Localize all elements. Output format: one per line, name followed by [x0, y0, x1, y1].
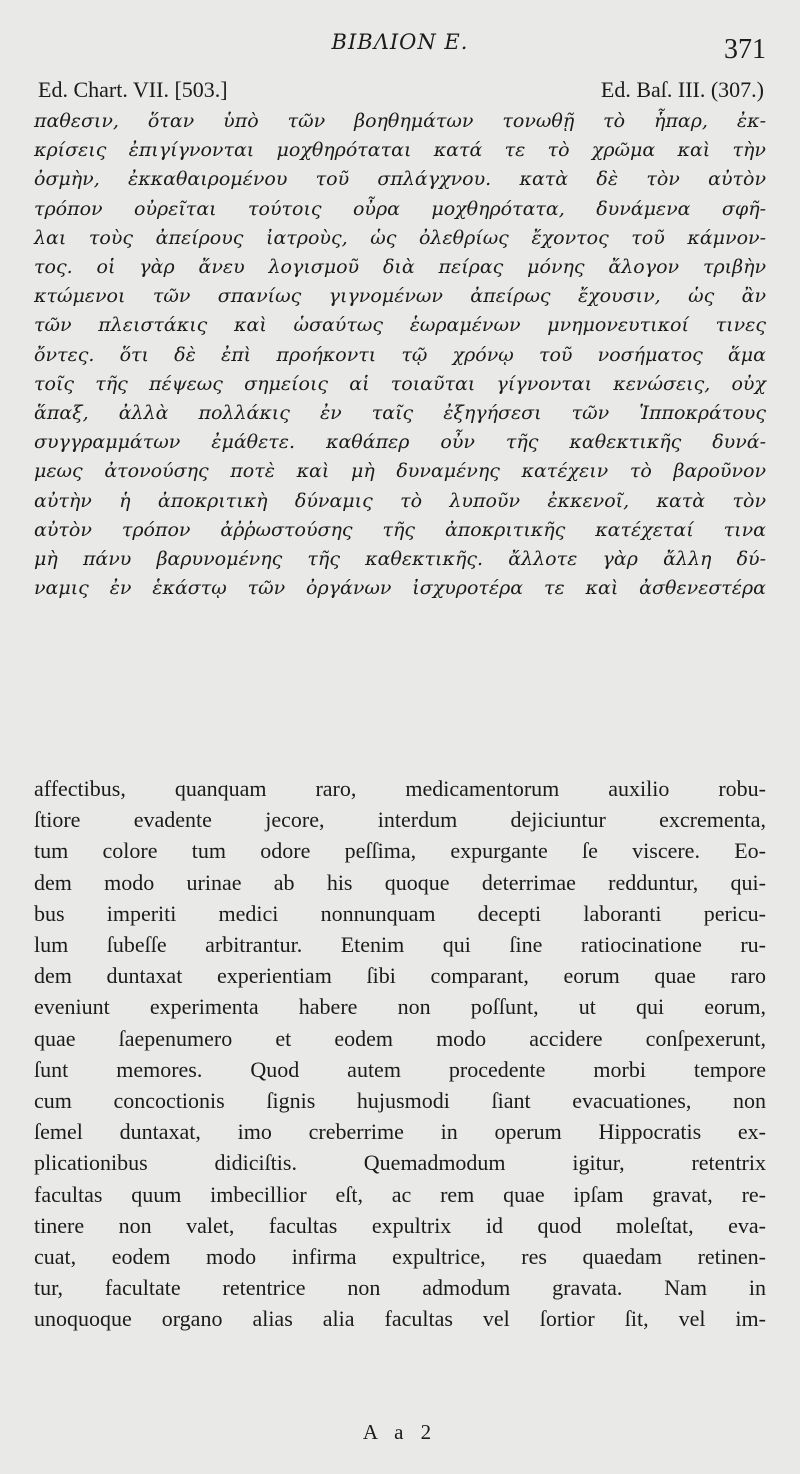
running-title: ΒΙΒΛΙΟΝ Ε. [331, 30, 469, 54]
latin-line: ſtiore evadente jecore, interdum dejiciuntur excrementa, [34, 807, 766, 833]
edition-reference-left: Ed. Chart. VII. [503.] [38, 77, 228, 102]
latin-line: tur, facultate retentrice non admodum gravata. Nam in [34, 1275, 766, 1301]
greek-line: μὴ πάνυ βαρυνομένης τῆς καθεκτικῆς. ἄλλοτε γὰρ ἄλλη δύ- [34, 548, 766, 571]
greek-line: συγγραμμάτων ἐμάθετε. καθάπερ οὖν τῆς καθεκτικῆς δυνά- [34, 431, 766, 454]
latin-line: ſemel duntaxat, imo creberrime in operum Hippocratis ex- [34, 1119, 766, 1145]
latin-line: affectibus, quanquam raro, medicamentorum auxilio robu- [34, 776, 766, 801]
greek-line: τρόπον οὐρεῖται τούτοις οὖρα μοχθηρότατα, δυνάμενα σφῆ- [34, 197, 766, 220]
greek-line: ὀσμὴν, ἐκκαθαιρομένου τοῦ σπλάγχνου. κατὰ δὲ τὸν αὐτὸν [34, 168, 766, 191]
greek-line: αὐτὴν ἡ ἀποκριτικὴ δύναμις τὸ λυποῦν ἐκκενοῖ, κατὰ τὸν [34, 489, 766, 512]
latin-line: ſunt memores. Quod autem procedente morbi tempore [34, 1056, 766, 1082]
latin-line: tum colore tum odore peſſima, expurgante ſe viscere. Eo- [34, 838, 766, 864]
greek-line: αὐτὸν τρόπον ἀῤῥωστούσης τῆς ἀποκριτικῆς κατέχεταί τινα [34, 518, 766, 541]
latin-line: cuat, eodem modo infirma expultrice, res quaedam retinen- [34, 1244, 766, 1270]
latin-line: facultas quum imbecillior eſt, ac rem quae ipſam gravat, re- [34, 1181, 766, 1207]
greek-line: κρίσεις ἐπιγίγνονται μοχθηρόταται κατά τε τὸ χρῶμα καὶ τὴν [34, 139, 766, 162]
greek-line: τοῖς τῆς πέψεως σημείοις αἱ τοιαῦται γίγνονται κενώσεις, οὐχ [34, 372, 766, 395]
greek-line: λαι τοὺς ἀπείρους ἰατροὺς, ὡς ὀλεθρίως ἔχοντος τοῦ κάμνον- [34, 226, 766, 249]
greek-line: κτώμενοι τῶν σπανίως γιγνομένων ἀπείρως ἔχουσιν, ὡς ἂν [34, 285, 766, 308]
page-number: 371 [724, 34, 766, 65]
latin-line: quae ſaepenumero et eodem modo accidere conſpexerunt, [34, 1025, 766, 1051]
greek-line: ναμις ἐν ἑκάστῳ τῶν ὀργάνων ἰσχυροτέρα τε καὶ ἀσθενεστέρα [34, 577, 766, 600]
latin-text-block [34, 773, 766, 1335]
greek-text-block [34, 107, 766, 603]
edition-references [38, 77, 764, 103]
latin-line: cum concoctionis ſignis hujusmodi ſiant evacuationes, non [34, 1088, 766, 1114]
latin-line: unoquoque organo alias alia facultas vel ſortior ſit, vel im- [34, 1306, 766, 1332]
latin-line: tinere non valet, facultas expultrix id quod moleſtat, eva- [34, 1212, 766, 1238]
greek-line: ὄντες. ὅτι δὲ ἐπὶ προήκοντι τῷ χρόνῳ τοῦ νοσήματος ἅμα [34, 343, 766, 366]
greek-line: τος. οἱ γὰρ ἄνευ λογισμοῦ διὰ πείρας μόνης ἄλογον τριβὴν [34, 256, 766, 279]
greek-line: μεως ἀτονούσης ποτὲ καὶ μὴ δυναμένης κατέχειν τὸ βαροῦνον [34, 460, 766, 483]
latin-line: plicationibus didiciſtis. Quemadmodum igitur, retentrix [34, 1150, 766, 1176]
greek-line: τῶν πλειστάκις καὶ ὡσαύτως ἑωραμένων μνημονευτικοί τινες [34, 314, 766, 337]
latin-line: lum ſubeſſe arbitrantur. Etenim qui ſine ratiocinatione ru- [34, 932, 766, 958]
greek-line: ἅπαξ, ἀλλὰ πολλάκις ἐν ταῖς ἐξηγήσεσι τῶν Ἱπποκράτους [34, 402, 766, 425]
signature-mark: A a 2 [362, 1420, 438, 1444]
greek-line: παθεσιν, ὅταν ὑπὸ τῶν βοηθημάτων τονωθῇ τὸ ἧπαρ, ἐκ- [34, 110, 766, 132]
latin-line: eveniunt experimenta habere non poſſunt, ut qui eorum, [34, 994, 766, 1020]
latin-line: dem modo urinae ab his quoque deterrimae redduntur, qui- [34, 869, 766, 895]
latin-line: bus imperiti medici nonnunquam decepti laboranti pericu- [34, 900, 766, 926]
latin-line: dem duntaxat experientiam ſibi comparant, eorum quae raro [34, 963, 766, 989]
edition-reference-right: Ed. Baſ. III. (307.) [600, 77, 764, 102]
